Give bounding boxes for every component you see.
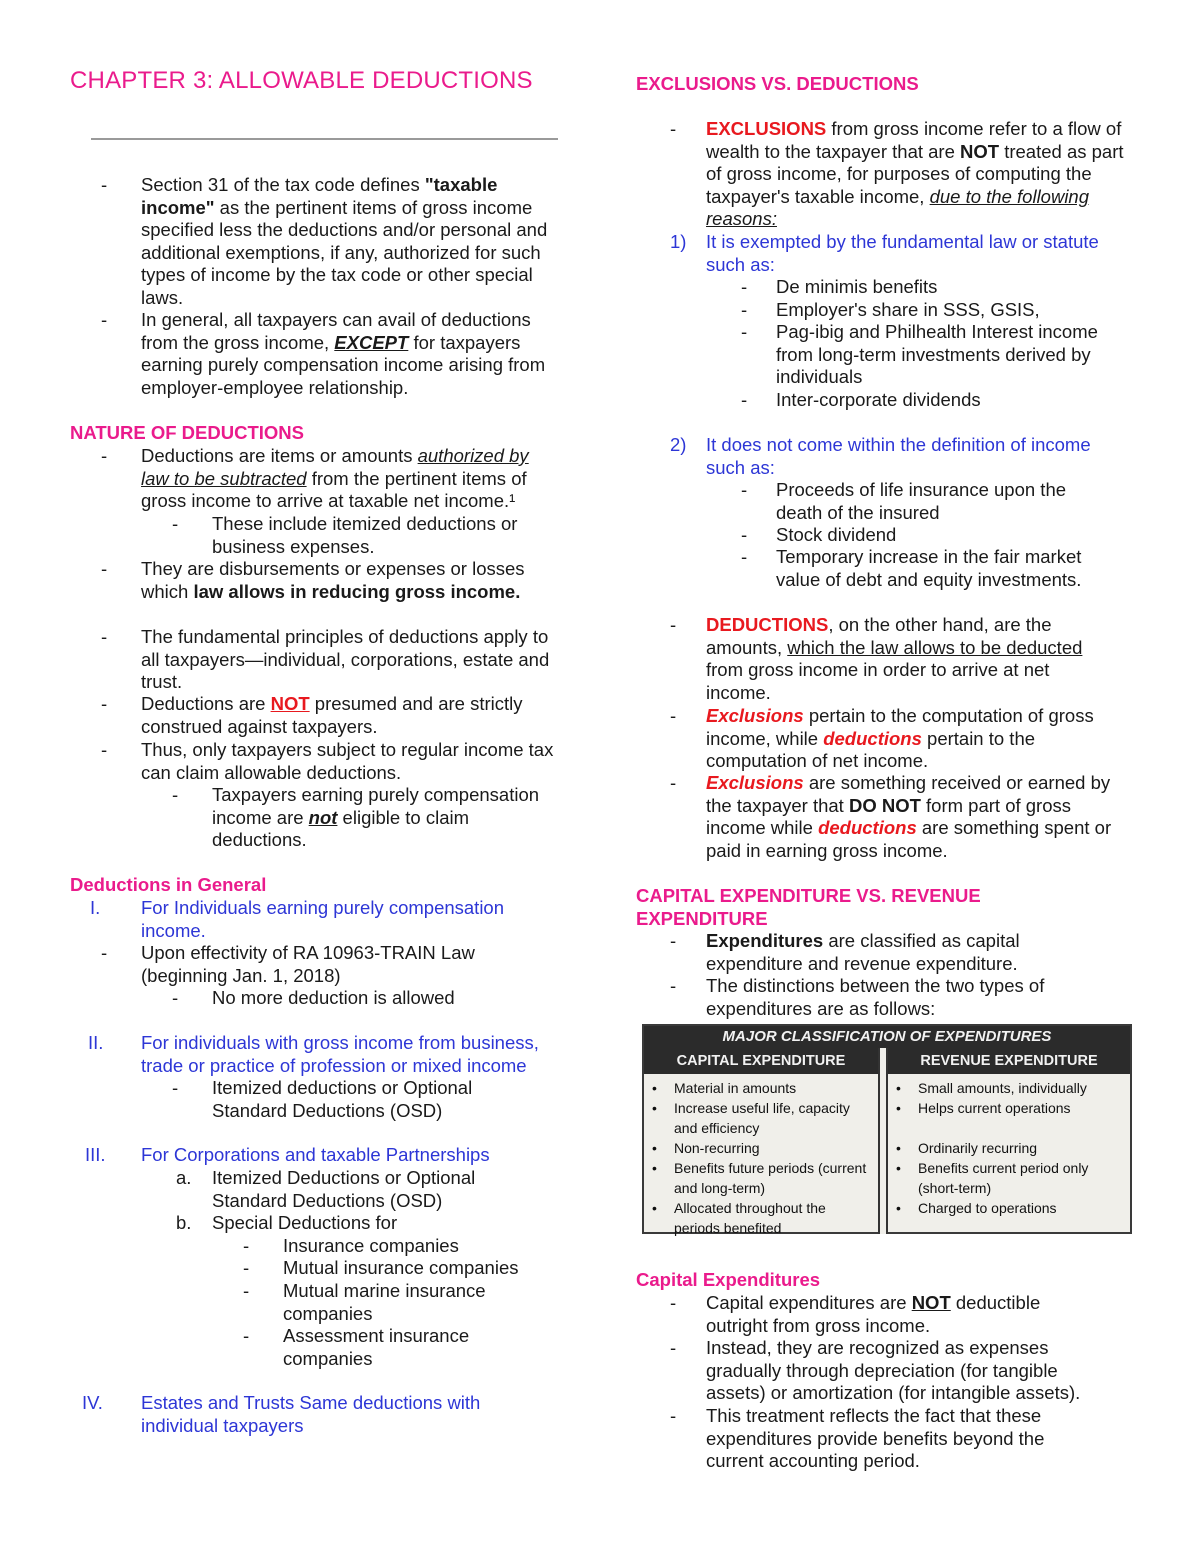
revenue-list: [890, 1078, 1126, 1218]
capital-item: • Non-recurring: [652, 1140, 760, 1156]
capital-column-header: CAPITAL EXPENDITURE: [644, 1048, 878, 1074]
capital-item: • Benefits future periods (current and long-term): [652, 1160, 867, 1196]
nature-heading: NATURE OF DEDUCTIONS: [70, 422, 304, 443]
capital-vs-revenue-heading: CAPITAL EXPENDITURE VS. REVENUE EXPENDITURE: [636, 885, 981, 929]
expenditure-classification-table: [642, 1024, 1132, 1234]
capital-expenditures-heading: Capital Expenditures: [636, 1269, 821, 1290]
capital-item: • Allocated throughout the periods benefited: [652, 1200, 826, 1236]
revenue-column-header: REVENUE EXPENDITURE: [888, 1048, 1130, 1074]
revenue-item: • Helps current operations: [896, 1100, 1071, 1116]
general-heading: Deductions in General: [70, 874, 267, 895]
chapter-title: CHAPTER 3: ALLOWABLE DEDUCTIONS: [70, 67, 533, 94]
exclusions-heading: EXCLUSIONS VS. DEDUCTIONS: [636, 73, 919, 94]
capital-item: • Material in amounts: [652, 1080, 797, 1096]
table-divider: [878, 1048, 888, 1234]
revenue-item: • Small amounts, individually: [896, 1080, 1087, 1096]
revenue-item: • Ordinarily recurring: [896, 1140, 1038, 1156]
capital-item: • Increase useful life, capacity and efficiency: [652, 1100, 850, 1136]
revenue-item: • Benefits current period only (short-term): [896, 1160, 1089, 1196]
table-title: MAJOR CLASSIFICATION OF EXPENDITURES: [644, 1026, 1130, 1048]
revenue-item: • Charged to operations: [896, 1200, 1057, 1216]
title-divider: [91, 138, 558, 140]
capital-list: [646, 1078, 874, 1238]
